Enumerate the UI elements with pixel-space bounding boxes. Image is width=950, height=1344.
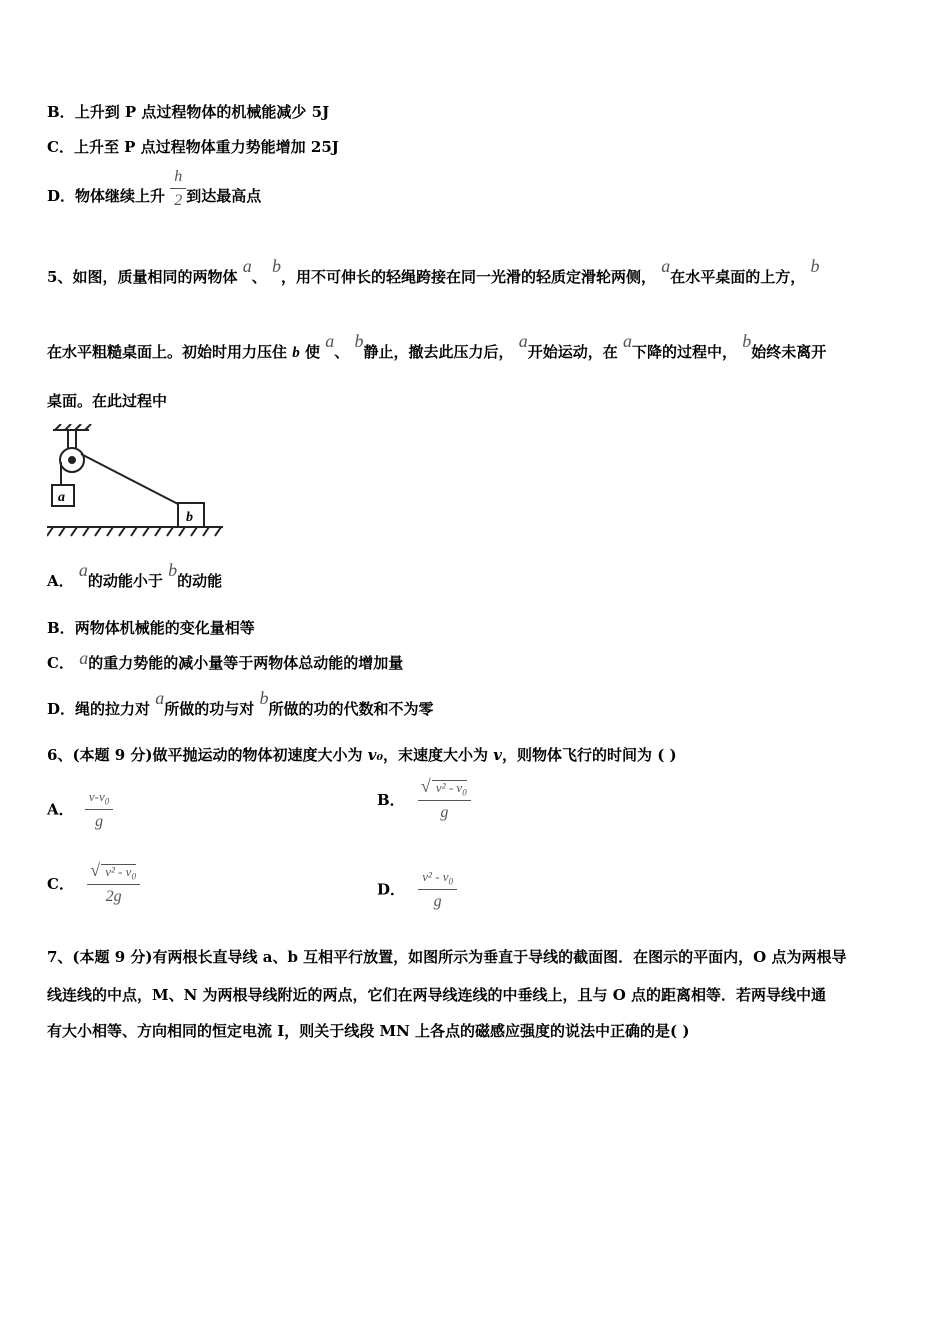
q5-option-c: C． a的重力势能的减小量等于两物体总动能的增加量 bbox=[47, 648, 404, 672]
q5-option-b: B．两物体机械能的变化量相等 bbox=[47, 619, 255, 637]
fraction-c: √ $\frac{v^2 - v_0}{2g}$ bbox=[87, 864, 140, 906]
q7-line-2: 线连线的中点，M、N 为两根导线附近的两点，它们在两导线连线的中垂线上，且与 O 点的距离相等．若两导线中通 bbox=[47, 986, 827, 1004]
q5-stem-line-3: 桌面。在此过程中 bbox=[47, 392, 168, 410]
q5-option-a: A． a的动能小于 b的动能 bbox=[47, 560, 223, 590]
q6-stem: 6、(本题 9 分)做平抛运动的物体初速度大小为 v₀，末速度大小为 v，则物体飞行的时间为 ( ) bbox=[47, 746, 677, 764]
fraction-a: $\frac{v-v_0}{g}$ bbox=[85, 790, 113, 831]
fraction-d: $\frac{v^2 - v_0}{g}$ bbox=[418, 870, 457, 911]
q5-option-d: D．绳的拉力对 a所做的功与对 b所做的功的代数和不为零 bbox=[47, 688, 434, 718]
q5-stem-line-1: 5、如图，质量相同的两物体 a、 b，用不可伸长的轻绳跨接在同一光滑的轻质定滑轮两侧， a在水平桌面的上方， b bbox=[47, 256, 820, 286]
q4-option-d: D．物体继续上升 $\frac{h}{2}$ 到达最高点 bbox=[47, 168, 262, 209]
label-a: a bbox=[58, 490, 65, 505]
q7-line-3: 有大小相等、方向相同的恒定电流 I，则关于线段 MN 上各点的磁感应强度的说法中正确的是( ) bbox=[47, 1022, 690, 1040]
q4-option-b: B．上升到 P 点过程物体的机械能减少 5J bbox=[47, 103, 330, 121]
q6-option-b: B． √ $\frac{v^2 - v_0}{g}$ bbox=[377, 780, 471, 822]
q4-option-c: C．上升至 P 点过程物体重力势能增加 25J bbox=[47, 138, 339, 156]
q6-option-d: D． $\frac{v^2 - v_0}{g}$ bbox=[377, 870, 457, 911]
label-b: b bbox=[186, 510, 193, 525]
q5-stem-line-2: 在水平粗糙桌面上。初始时用力压住 b 使 a、 b静止，撤去此压力后， a开始运动，在 a下降的过程中， b始终未离开 bbox=[47, 331, 827, 361]
q6-option-a: A． $\frac{v-v_0}{g}$ bbox=[47, 790, 113, 831]
q6-option-c: C． √ $\frac{v^2 - v_0}{2g}$ bbox=[47, 864, 140, 906]
fraction-h-over-2: $\frac{h}{2}$ bbox=[170, 168, 186, 209]
fraction-b: √ $\frac{v^2 - v_0}{g}$ bbox=[418, 780, 471, 822]
pulley-diagram bbox=[47, 424, 227, 542]
q7-line-1: 7、(本题 9 分)有两根长直导线 a、b 互相平行放置，如图所示为垂直于导线的截面图．在图示的平面内，O 点为两根导 bbox=[47, 948, 847, 966]
